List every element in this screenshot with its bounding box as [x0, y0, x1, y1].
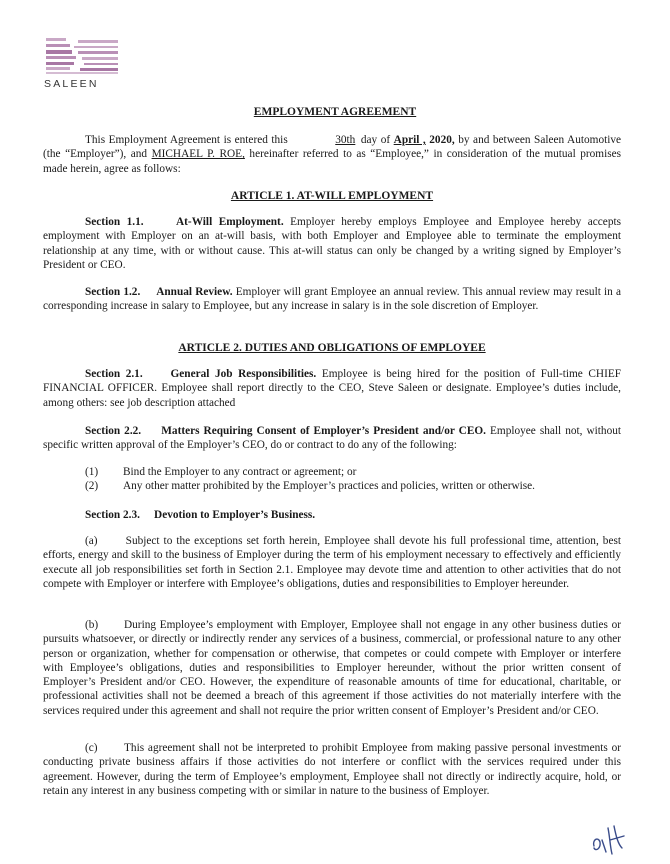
- clause-a-label: (a): [85, 535, 98, 547]
- list-item: [43, 479, 621, 493]
- section-2-3-number: Section 2.3.: [85, 509, 140, 521]
- section-2-3-title: Devotion to Employer’s Business.: [154, 509, 316, 521]
- clause-c-text: This agreement shall not be interpreted to prohibit Employee from making passive personal investments or conducting private business affairs if those activities do not interfere or conflict with the services required under this agreement. However, during the term of Employee’s employment, Employee shall not directly or indirectly acquire, hold, or retain any interest in any business competing with or similar in nature to the business of Employer.: [43, 742, 621, 797]
- intro-year: 2020,: [429, 134, 455, 146]
- section-2-1-title: General Job Responsibilities.: [170, 368, 317, 380]
- section-1-2-text: Employer will grant Employee an annual review. This annual review may result in a corresponding increase in salary to Employee, but any increase in salary is in the sole discretion of Employer.: [43, 286, 622, 313]
- section-1-1-text: Employer hereby employs Employee and Employee hereby accepts employment with Employer on an at-will basis, with both Employer and Employee able to terminate the employment relationship at any time, with or without cause. This at-will status can only be changed by a writing signed by Employer’s President or CEO.: [43, 216, 621, 271]
- section-2-2-list: [43, 465, 621, 494]
- employee-name: MICHAEL P. ROE,: [151, 148, 245, 161]
- section-1-1: [43, 215, 621, 272]
- logo-wordmark: SALEEN: [44, 78, 99, 90]
- section-1-1-number: Section 1.1.: [85, 216, 144, 228]
- section-1-2-title: Annual Review.: [156, 286, 233, 298]
- section-2-1: [43, 367, 621, 410]
- section-2-2-title: Matters Requiring Consent of Employer’s President and/or CEO.: [161, 425, 486, 437]
- clause-b-label: (b): [85, 619, 99, 631]
- intro-text-2: day of: [360, 134, 391, 146]
- list-item-number: (1): [85, 466, 99, 478]
- section-2-3-c: [43, 741, 621, 798]
- initials-signature: [588, 818, 640, 858]
- document-title: EMPLOYMENT AGREEMENT: [253, 106, 417, 118]
- section-2-3-a: [43, 534, 621, 591]
- article-1-heading: ARTICLE 1. AT-WILL EMPLOYMENT: [230, 190, 434, 202]
- clause-a-text: Subject to the exceptions set forth herein, Employee shall devote his full professional time, attention, best efforts, energy and skill to the business of Employer during the term of his employment necessary to effectively and efficiently execute all job responsibilities set forth in Section 2.1. Employee may devote time and attention to other activities that do not compete with Employer or interfere with Employee’s obligations, duties and responsibilities to Employer hereunder.: [43, 535, 621, 590]
- saleen-logo: [44, 38, 120, 92]
- section-2-3: [43, 508, 621, 522]
- list-item-number: (2): [85, 480, 99, 493]
- intro-day: 30th: [335, 134, 356, 146]
- intro-text-3: by and between Saleen Automotive (the “Employer”), and: [43, 134, 622, 161]
- clause-c-label: (c): [85, 742, 98, 754]
- section-2-1-number: Section 2.1.: [85, 368, 143, 380]
- section-1-2: [43, 285, 621, 314]
- section-2-2-text: Employee shall not, without specific written approval of the Employer’s CEO, do or contract to do any of the following:: [43, 425, 622, 452]
- section-2-3-b: [43, 618, 621, 718]
- clause-b-text: During Employee’s employment with Employer, Employee shall not engage in any other business duties or pursuits whatsoever, or directly or indirectly render any services of a business, commercial, or professional nature to any other person or organization, whether for compensation or otherwise, that competes or could compete with Employer or interfere with Employee’s obligations, duties and responsibilities to Employer hereunder, without the prior written consent of Employer’s President and/or CEO. However, the expenditure of reasonable amounts of time for educational, charitable, or professional activities shall not be deemed a breach of this agreement if those activities do not materially interfere with the services required under this agreement and shall not require the prior written consent of Employer’s President and/or CEO.: [43, 619, 621, 717]
- intro-month: April ,: [393, 134, 426, 146]
- section-2-2-number: Section 2.2.: [85, 425, 142, 437]
- saleen-logo-mark: [44, 38, 120, 76]
- intro-text-4: hereinafter referred to as “Employee,” in consideration of the mutual promises made herein, agree as follows:: [43, 148, 622, 175]
- list-item-text: Any other matter prohibited by the Employer’s practices and policies, written or otherwise.: [123, 480, 536, 493]
- list-item: [43, 465, 621, 479]
- intro-paragraph: [43, 133, 621, 176]
- section-1-2-number: Section 1.2.: [85, 286, 141, 298]
- article-2-heading: ARTICLE 2. DUTIES AND OBLIGATIONS OF EMPLOYEE: [178, 342, 486, 354]
- intro-text-1: This Employment Agreement is entered this: [85, 134, 288, 146]
- list-item-text: Bind the Employer to any contract or agreement; or: [123, 466, 357, 478]
- section-2-2: [43, 424, 621, 453]
- section-2-1-text: Employee is being hired for the position of Full-time CHIEF FINANCIAL OFFICER. Employee shall report directly to the CEO, Steve Saleen or designate. Employee’s duties include, among others: see job description attached: [43, 368, 622, 409]
- section-1-1-title: At-Will Employment.: [176, 216, 284, 228]
